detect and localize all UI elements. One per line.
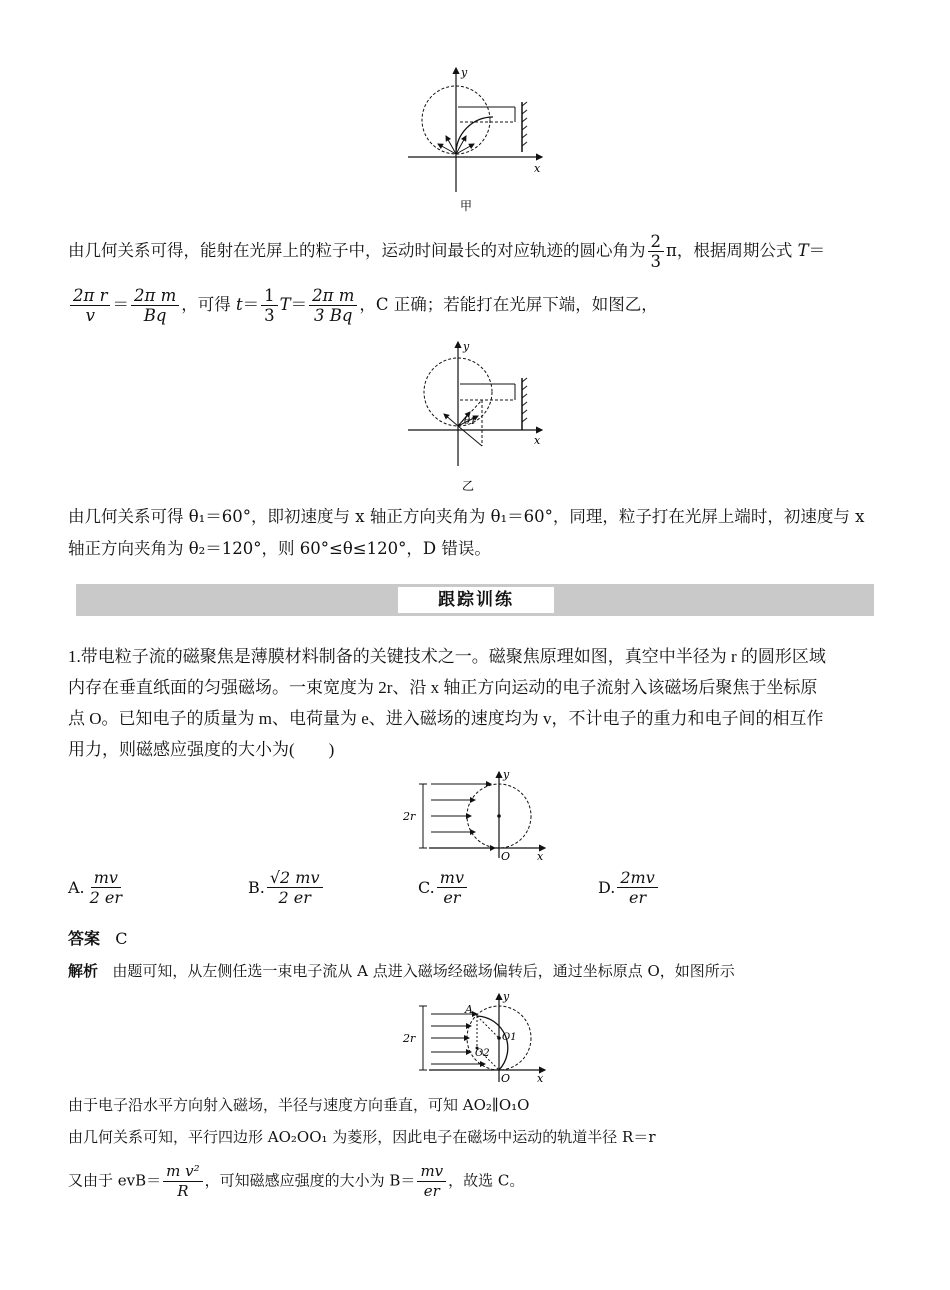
y-axis-label: y xyxy=(503,768,510,781)
x-axis-label: x xyxy=(537,850,544,862)
figure-jia xyxy=(400,62,560,212)
answer-label: 答案 xyxy=(68,929,101,948)
figure-caption: 乙 xyxy=(462,479,475,493)
origin-label: O xyxy=(501,1072,511,1085)
x-axis-label: x xyxy=(534,434,541,447)
analysis-line: 由于电子沿水平方向射入磁场，半径与速度方向垂直，可知 AO₂∥O₁O xyxy=(68,1096,530,1114)
figure-analysis xyxy=(395,990,555,1086)
paragraph-line: 轴正方向夹角为 θ₂＝120°，则 60°≤θ≤120°，D 错误。 xyxy=(68,539,491,558)
x-axis-label: x xyxy=(534,162,541,175)
width-label: 2r xyxy=(403,810,416,823)
y-axis-label: y xyxy=(463,340,470,353)
analysis-line: 又由于 evB＝ $\frac{\text{m v²}}{R}$ ，可知磁感应强度的大小为 B＝ $\frac{mv}{er}$ ，故选 C。 xyxy=(68,1162,525,1200)
figure-q1 xyxy=(395,766,555,862)
y-axis-label: y xyxy=(461,66,468,79)
paragraph-line: $\frac{\text{2π r}}{v}$ ＝ $\frac{\text{2π m}}{Bq}$ ，可得 t＝ $\frac{1}{3}$ T＝ $\frac{\text{2π m}}{3 Bq}$ ，C 正确；若能打在光屏下端，如图乙， xyxy=(68,286,658,325)
origin-label: O xyxy=(501,850,511,862)
analysis-line: 解析 由题可知，从左侧任选一束电子流从 A 点进入磁场经磁场偏转后，通过坐标原点 O，如图所示 xyxy=(68,962,735,980)
question-line: 1.带电粒子流的磁聚焦是薄膜材料制备的关键技术之一。磁聚焦原理如图，真空中半径为 r 的圆形区域 xyxy=(68,647,826,666)
x-axis-label: x xyxy=(537,1072,544,1085)
theta-label: θ1 xyxy=(464,416,477,427)
option-a: A. $\frac{mv}{2 er}$ xyxy=(68,868,123,907)
question-line: 内存在垂直纸面的匀强磁场。一束宽度为 2r、沿 x 轴正方向运动的电子流射入该磁场后聚焦于坐标原 xyxy=(68,678,818,697)
answer-value: C xyxy=(115,929,128,948)
option-c: C. $\frac{mv}{er}$ xyxy=(418,868,469,907)
analysis-label: 解析 xyxy=(68,962,99,980)
analysis-line: 由几何关系可知，平行四边形 AO₂OO₁ 为菱形，因此电子在磁场中运动的轨道半径 R＝r xyxy=(68,1128,656,1146)
section-title: 跟踪训练 xyxy=(398,587,554,613)
paragraph-line: 由几何关系可得，能射在光屏上的粒子中，运动时间最长的对应轨迹的圆心角为 $\frac{2}{3}$ π，根据周期公式 T＝ xyxy=(68,232,826,271)
option-b: B. $\frac{√2 mv}{2 er}$ xyxy=(248,868,325,907)
point-a-label: A xyxy=(465,1003,473,1016)
y-axis-label: y xyxy=(503,990,510,1003)
point-o1-label: O1 xyxy=(502,1032,517,1043)
paragraph-line: 由几何关系可得 θ₁＝60°，即初速度与 x 轴正方向夹角为 θ₁＝60°，同理，粒子打在光屏上端时，初速度与 x xyxy=(68,507,865,526)
figure-caption: 甲 xyxy=(460,199,473,212)
question-line: 用力，则磁感应强度的大小为( ) xyxy=(68,740,335,759)
width-label: 2r xyxy=(403,1032,416,1045)
point-o2-label: O2 xyxy=(475,1048,490,1059)
option-d: D. $\frac{2mv}{er}$ xyxy=(598,868,660,907)
figure-yi xyxy=(400,338,560,498)
question-line: 点 O。已知电子的质量为 m、电荷量为 e、进入磁场的速度均为 v，不计电子的重力和电子间的相互作 xyxy=(68,709,824,728)
answer-line xyxy=(68,928,128,950)
